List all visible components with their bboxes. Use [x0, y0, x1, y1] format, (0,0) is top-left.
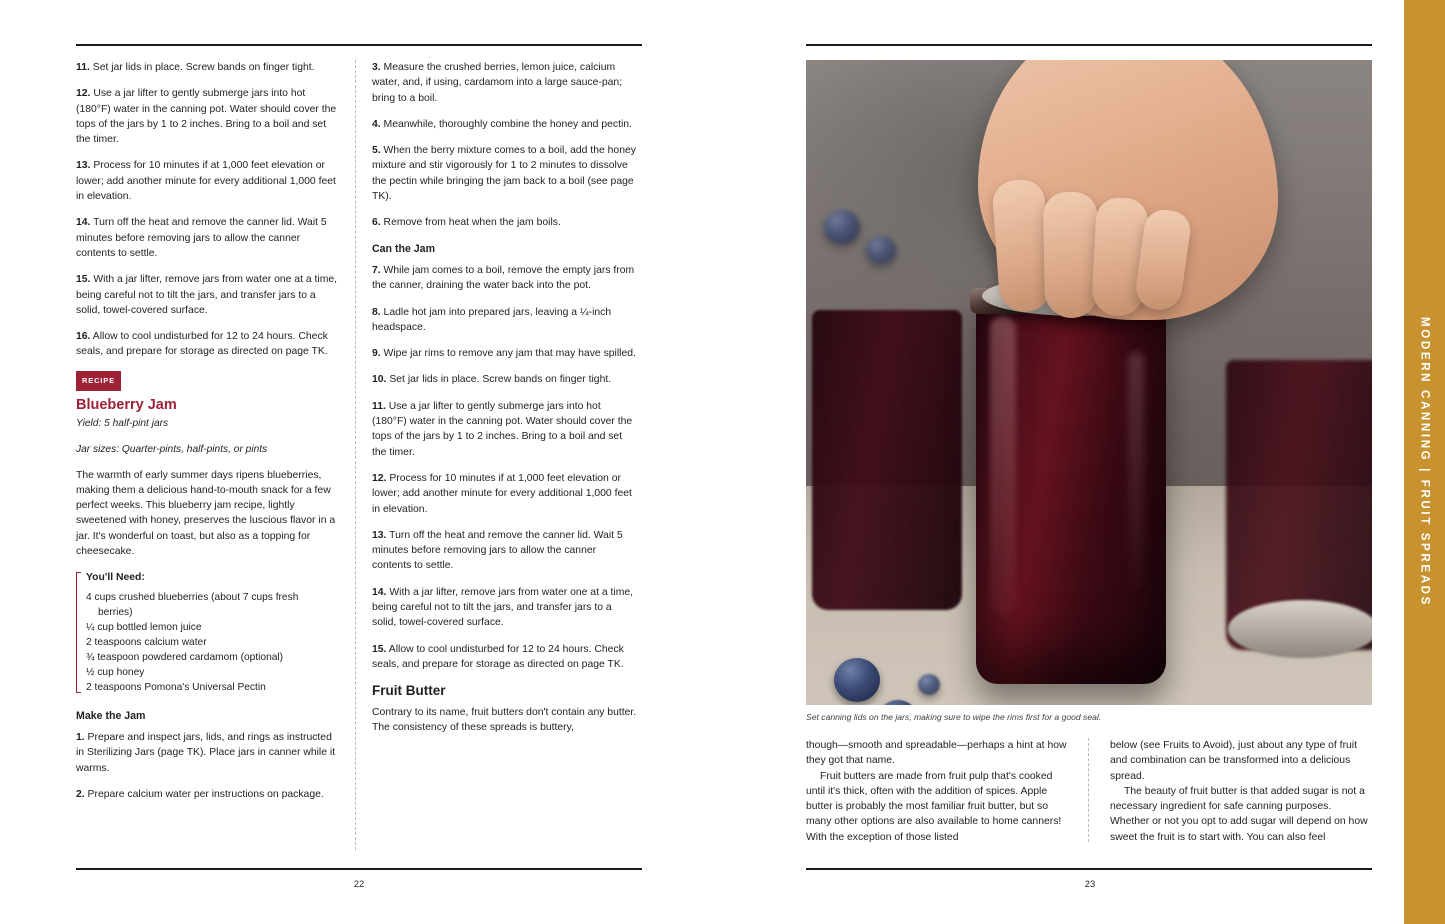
step-text: Measure the crushed berries, lemon juice, calcium water, and, if using, cardamom into a large sauce-pan; bring to a boil. — [372, 62, 623, 104]
step-number: 6. — [372, 217, 381, 229]
fruit-butter-heading: Fruit Butter — [372, 683, 446, 699]
step-item — [372, 263, 638, 294]
blueberry-icon — [834, 658, 880, 702]
step-item — [372, 372, 638, 387]
step-item — [76, 329, 338, 360]
step-number: 5. — [372, 145, 381, 157]
step-item — [372, 585, 638, 631]
can-the-jam-heading: Can the Jam — [372, 242, 435, 255]
page-number-right: 23 — [1084, 878, 1096, 889]
step-item — [76, 60, 338, 75]
step-text: Turn off the heat and remove the canner lid. Wait 5 minutes before removing jars to allow the canner contents to settle. — [76, 217, 327, 259]
ingredient-text: 4 cups crushed blueberries (about 7 cups fresh — [86, 591, 299, 603]
recipe-badge: RECIPE — [76, 371, 121, 391]
step-number: 12. — [76, 88, 91, 100]
step-number: 13. — [76, 160, 91, 172]
foreground-jam-jar — [976, 292, 1166, 684]
column-divider — [1088, 738, 1089, 842]
step-number: 7. — [372, 264, 381, 276]
list-item — [86, 635, 338, 650]
step-item — [76, 787, 338, 802]
body-paragraph: below (see Fruits to Avoid), just about any type of fruit and combination can be transformed into a delicious spread. — [1110, 740, 1358, 782]
blueberry-icon — [824, 210, 860, 244]
step-number: 13. — [372, 529, 387, 541]
ingredient-text: 2 teaspoons Pomona's Universal Pectin — [86, 681, 266, 693]
ingredient-text: ¾ teaspoon powdered cardamom (optional) — [86, 651, 284, 663]
left-column-2 — [372, 60, 638, 746]
step-text: Prepare calcium water per instructions on package. — [84, 788, 324, 800]
right-page — [722, 0, 1445, 924]
step-text: Remove from heat when the jam boils. — [380, 217, 561, 229]
step-item — [372, 305, 638, 336]
body-paragraph: Fruit butters are made from fruit pulp that's cooked until it's thick, often with the addition of spices. Apple butter is probably the most familiar fruit butter, but so many other options are also available to home canners! With the exception of those listed — [806, 770, 1062, 843]
step-number: 1. — [76, 731, 85, 743]
step-text: Allow to cool undisturbed for 12 to 24 hours. Check seals, and prepare for storage as directed on page TK. — [372, 643, 624, 670]
jar-ring — [1228, 600, 1372, 658]
canning-photo — [806, 60, 1372, 705]
step-item — [76, 730, 338, 776]
step-number: 15. — [76, 274, 91, 286]
recipe-title: Blueberry Jam — [76, 396, 177, 413]
step-text: Wipe jar rims to remove any jam that may have spilled. — [380, 348, 636, 360]
page-rule-bottom — [76, 868, 642, 870]
finger — [1043, 192, 1099, 319]
step-number: 3. — [372, 62, 381, 73]
step-number: 2. — [76, 788, 85, 800]
right-column-1 — [806, 738, 1068, 845]
list-item — [86, 665, 338, 680]
step-number: 11. — [76, 62, 90, 73]
background-jar-left — [812, 310, 962, 610]
ingredient-cont: berries) — [98, 606, 133, 618]
blueberry-icon — [918, 674, 940, 695]
step-number: 9. — [372, 348, 381, 360]
step-item — [76, 158, 338, 204]
body-paragraph: The beauty of fruit butter is that added sugar is not a necessary ingredient for safe canning purposes. Whether or not you opt to add sugar will depend on how sweet the fruit is to start with. You can also feel — [1110, 785, 1368, 843]
make-the-jam-heading: Make the Jam — [76, 709, 146, 722]
body-paragraph: Contrary to its name, fruit butters don't contain any butter. The consistency of these spreads is buttery, — [372, 706, 637, 733]
step-text: Prepare and inspect jars, lids, and rings as instructed in Sterilizing Jars (page TK). Place jars in canner while it warms. — [76, 731, 336, 774]
step-item — [372, 528, 638, 574]
step-number: 12. — [372, 472, 387, 484]
blueberry-icon — [866, 236, 896, 264]
ingredient-text: 2 teaspoons calcium water — [86, 636, 207, 648]
ingredient-text: ¼ cup bottled lemon juice — [86, 621, 202, 633]
column-divider — [355, 60, 356, 850]
page-rule-top — [76, 44, 642, 46]
step-item — [372, 346, 638, 361]
step-text: Use a jar lifter to gently submerge jars into hot (180°F) water in the canning pot. Water should cover the tops of the jars by 1 to 2 inches. Bring to a boil and set the timer. — [372, 400, 633, 458]
recipe-intro: The warmth of early summer days ripens blueberries, making them a delicious hand-to-mouth snack for a few perfect weeks. This blueberry jam recipe, lightly sweetened with honey, preserves the luscious flavor in a jar. It's wonderful on toast, but also as a topping for cheesecake. — [76, 469, 336, 558]
list-item — [86, 590, 338, 620]
page-number-left: 22 — [353, 878, 365, 889]
step-text: Process for 10 minutes if at 1,000 feet elevation or lower; add another minute for every additional 1,000 feet in elevation. — [372, 472, 632, 515]
step-item — [372, 60, 638, 106]
recipe-block — [76, 371, 338, 802]
step-text: Turn off the heat and remove the canner lid. Wait 5 minutes before removing jars to allow the canner contents to settle. — [372, 529, 623, 572]
recipe-jar-sizes: Jar sizes: Quarter-pints, half-pints, or pints — [76, 443, 268, 455]
step-text: Use a jar lifter to gently submerge jars into hot (180°F) water in the canning pot. Water should cover the tops of the jars by 1 to 2 inches. Bring to a boil and set the timer. — [76, 88, 337, 146]
right-column-2 — [1110, 738, 1372, 845]
step-item — [372, 642, 638, 673]
step-text: Allow to cool undisturbed for 12 to 24 hours. Check seals, and prepare for storage as directed on page TK. — [76, 331, 328, 358]
step-item — [372, 399, 638, 460]
step-item — [76, 272, 338, 318]
list-item — [86, 680, 338, 695]
step-item — [76, 215, 338, 261]
step-text: Ladle hot jam into prepared jars, leaving a ¼-inch headspace. — [372, 306, 612, 333]
step-item — [372, 215, 638, 230]
step-item — [372, 471, 638, 517]
glass-highlight — [1128, 352, 1144, 592]
step-number: 15. — [372, 643, 387, 655]
step-item — [76, 86, 338, 147]
step-number: 11. — [372, 400, 386, 412]
recipe-yield: Yield: 5 half-pint jars — [76, 417, 169, 429]
step-text: With a jar lifter, remove jars from water one at a time, being careful not to tilt the jars, and transfer jars to a solid, towel-covered surface. — [372, 586, 634, 629]
step-number: 8. — [372, 306, 381, 318]
page-rule-bottom — [806, 868, 1372, 870]
glass-highlight — [990, 316, 1016, 616]
list-item — [86, 620, 338, 635]
left-page — [0, 0, 722, 924]
ingredients-list — [86, 590, 338, 695]
step-number: 10. — [372, 374, 387, 386]
chapter-edge-tab-label: MODERN CANNING | FRUIT SPREADS — [1418, 317, 1431, 607]
step-item — [372, 117, 638, 132]
step-number: 14. — [372, 586, 387, 598]
step-item — [372, 143, 638, 204]
bracket-decoration — [76, 572, 81, 692]
body-paragraph: though—smooth and spreadable—perhaps a hint at how they got that name. — [806, 740, 1067, 767]
step-number: 16. — [76, 331, 91, 343]
step-text: Set jar lids in place. Screw bands on finger tight. — [89, 62, 315, 73]
step-text: Meanwhile, thoroughly combine the honey and pectin. — [380, 118, 632, 130]
step-text: When the berry mixture comes to a boil, add the honey mixture and stir vigorously for 1 to 2 minutes to dissolve the pectin while bringing the jam back to a boil (see page TK). — [372, 145, 636, 203]
step-number: 14. — [76, 217, 91, 229]
ingredient-text: ½ cup honey — [86, 666, 145, 678]
chapter-edge-tab — [1404, 0, 1445, 924]
ingredients-heading: You'll Need: — [86, 572, 145, 584]
step-text: Set jar lids in place. Screw bands on finger tight. — [386, 374, 612, 386]
ingredients-box — [76, 570, 338, 694]
left-column-1 — [76, 60, 338, 813]
list-item — [86, 650, 338, 665]
photo-caption: Set canning lids on the jars, making sure to wipe the rims first for a good seal. — [806, 712, 1102, 722]
step-text: Process for 10 minutes if at 1,000 feet elevation or lower; add another minute for every additional 1,000 feet in elevation. — [76, 160, 336, 203]
page-rule-top — [806, 44, 1372, 46]
step-number: 4. — [372, 118, 381, 130]
step-text: While jam comes to a boil, remove the empty jars from the canner, draining the water back into the pot. — [372, 264, 635, 292]
step-text: With a jar lifter, remove jars from water one at a time, being careful not to tilt the jars, and transfer jars to a solid, towel-covered surface. — [76, 274, 338, 316]
